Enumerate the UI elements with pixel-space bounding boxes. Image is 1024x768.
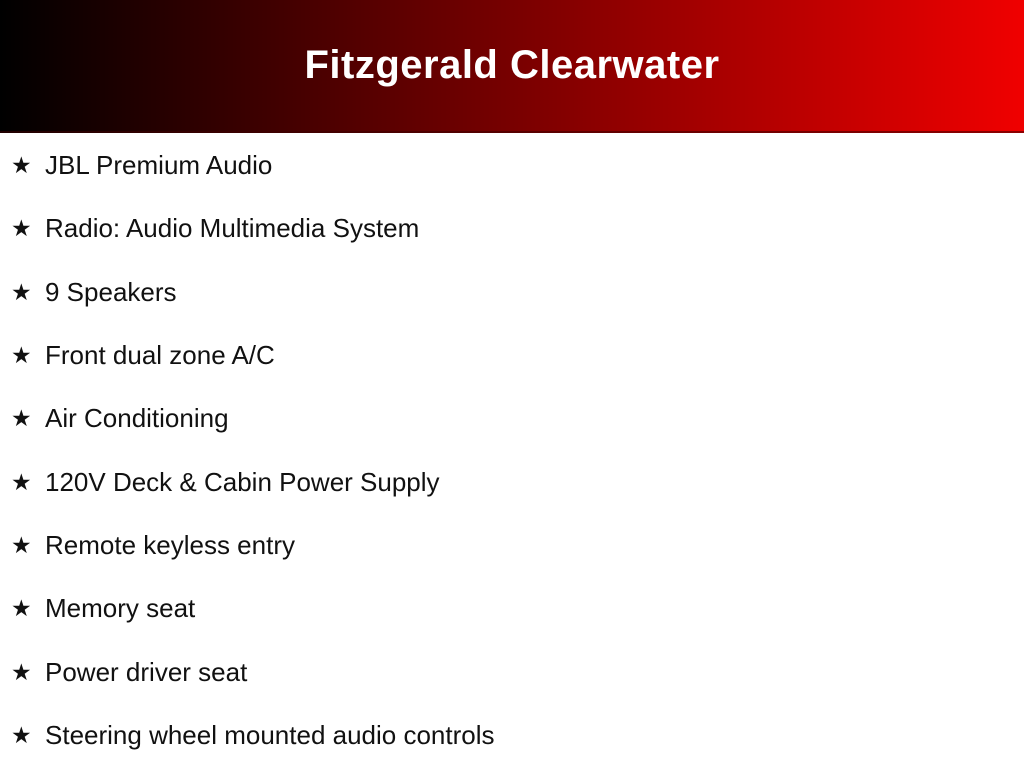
- list-item: [11, 197, 1024, 260]
- feature-label: Front dual zone A/C: [45, 340, 275, 371]
- list-item: [11, 261, 1024, 324]
- feature-label: Power driver seat: [45, 656, 248, 687]
- feature-label: JBL Premium Audio: [45, 150, 273, 181]
- star-bullet-icon: ★: [11, 468, 32, 495]
- star-bullet-icon: ★: [11, 531, 32, 558]
- title-banner: [0, 0, 1024, 133]
- feature-label: Air Conditioning: [45, 403, 229, 434]
- list-item: [11, 134, 1024, 197]
- star-bullet-icon: ★: [11, 215, 32, 242]
- list-item: [11, 387, 1024, 450]
- star-bullet-icon: ★: [11, 405, 32, 432]
- feature-label: 9 Speakers: [45, 276, 177, 307]
- feature-label: Remote keyless entry: [45, 529, 295, 560]
- star-bullet-icon: ★: [11, 658, 32, 685]
- list-item: [11, 324, 1024, 387]
- feature-label: 120V Deck & Cabin Power Supply: [45, 466, 440, 497]
- feature-label: Memory seat: [45, 593, 196, 624]
- list-item: [11, 640, 1024, 703]
- star-bullet-icon: ★: [11, 278, 32, 305]
- page-title: Fitzgerald Clearwater: [304, 43, 720, 87]
- feature-list: [0, 133, 1024, 768]
- list-item: [11, 450, 1024, 513]
- star-bullet-icon: ★: [11, 721, 32, 748]
- star-bullet-icon: ★: [11, 152, 32, 179]
- list-item: [11, 514, 1024, 577]
- list-item: [11, 577, 1024, 640]
- star-bullet-icon: ★: [11, 342, 32, 369]
- feature-label: Steering wheel mounted audio controls: [45, 719, 495, 750]
- feature-label: Radio: Audio Multimedia System: [45, 213, 420, 244]
- star-bullet-icon: ★: [11, 595, 32, 622]
- list-item: [11, 704, 1024, 767]
